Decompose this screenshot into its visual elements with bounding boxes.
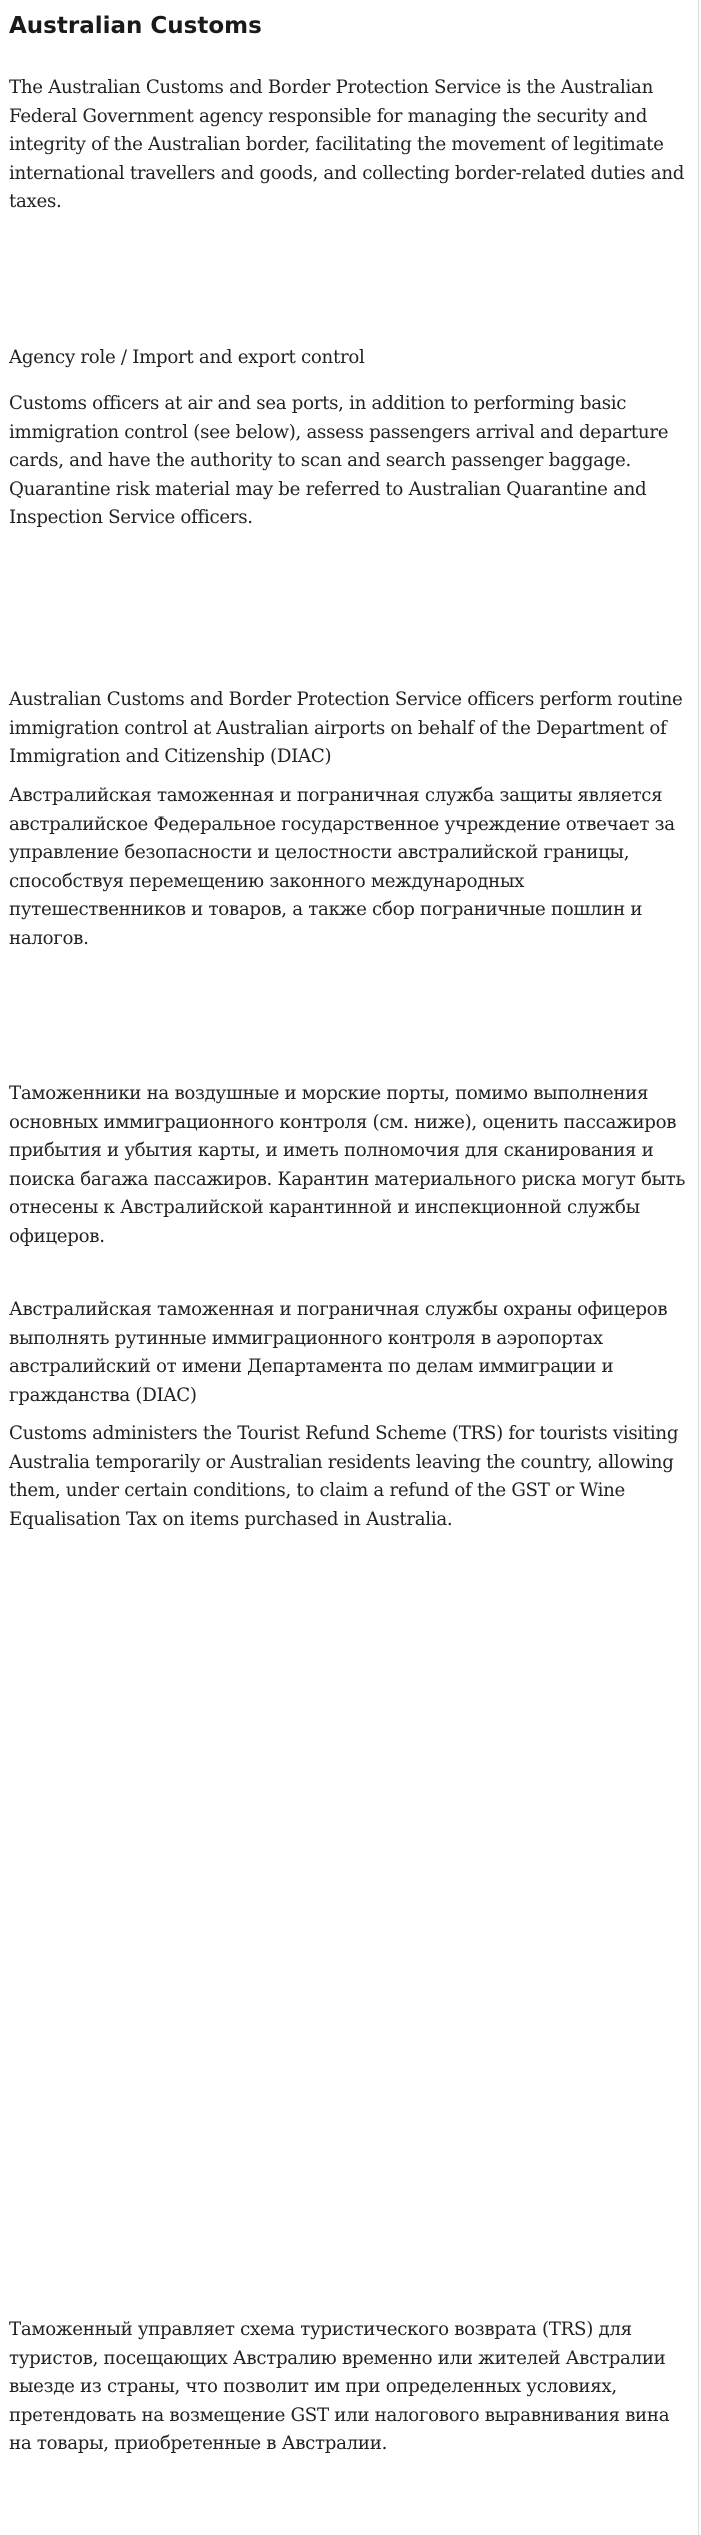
paragraph-intro-ru: Австралийская таможенная и пограничная служба защиты является австралийское Федеральное государственное учреждение отвечает за управление безопасности и целостности австралийской границы, способствуя перемещению законного международных путешественников и товаров, а также сбор пограничные пошлин и налогов. [9, 785, 675, 949]
page-title: Australian Customs [9, 13, 262, 39]
paragraph-customs-officers-ru: Таможенники на воздушные и морские порты, помимо выполнения основных иммиграционного контроля (см. ниже), оценить пассажиров прибытия и убытия карты, и иметь полномочия для сканирования и поиска багажа пассажиров. Карантин материального риска могут быть отнесены к Австралийской карантинной и инспекционной службы офицеров. [9, 1083, 686, 1247]
paragraph-immigration-control-ru: Австралийская таможенная и пограничная службы охраны офицеров выполнять рутинные иммиграционного контроля в аэропортах австралийский от имени Департамента по делам иммиграции и гражданства (DIAC) [9, 1299, 668, 1406]
paragraph-tourist-refund-en: Customs administers the Tourist Refund Scheme (TRS) for tourists visiting Australia temporarily or Australian residents leaving the country, allowing them, under certain conditions, to claim a refund of the GST or Wine Equalisation Tax on items purchased in Australia. [9, 1423, 679, 1530]
paragraph-customs-officers-en: Customs officers at air and sea ports, in addition to performing basic immigration control (see below), assess passengers arrival and departure cards, and have the authority to scan and search passenger baggage. Quarantine risk material may be referred to Australian Quarantine and Inspection Service officers. [9, 393, 669, 528]
paragraph-tourist-refund-ru: Таможенный управляет схема туристического возврата (TRS) для туристов, посещающих Австралию временно или жителей Австралии выезде из страны, что позволит им при определенных условиях, претендовать на возмещение GST или налогового выравнивания вина на товары, приобретенные в Австралии. [9, 2319, 670, 2454]
paragraph-immigration-control-en: Australian Customs and Border Protection Service officers perform routine immigration control at Australian airports on behalf of the Department of Immigration and Citizenship (DIAC) [9, 689, 683, 767]
paragraph-intro-en: The Australian Customs and Border Protection Service is the Australian Federal Government agency responsible for managing the security and integrity of the Australian border, facilitating the movement of legitimate international travellers and goods, and collecting border-related duties and taxes. [9, 77, 685, 212]
section-heading-agency-role: Agency role / Import and export control [9, 347, 365, 368]
